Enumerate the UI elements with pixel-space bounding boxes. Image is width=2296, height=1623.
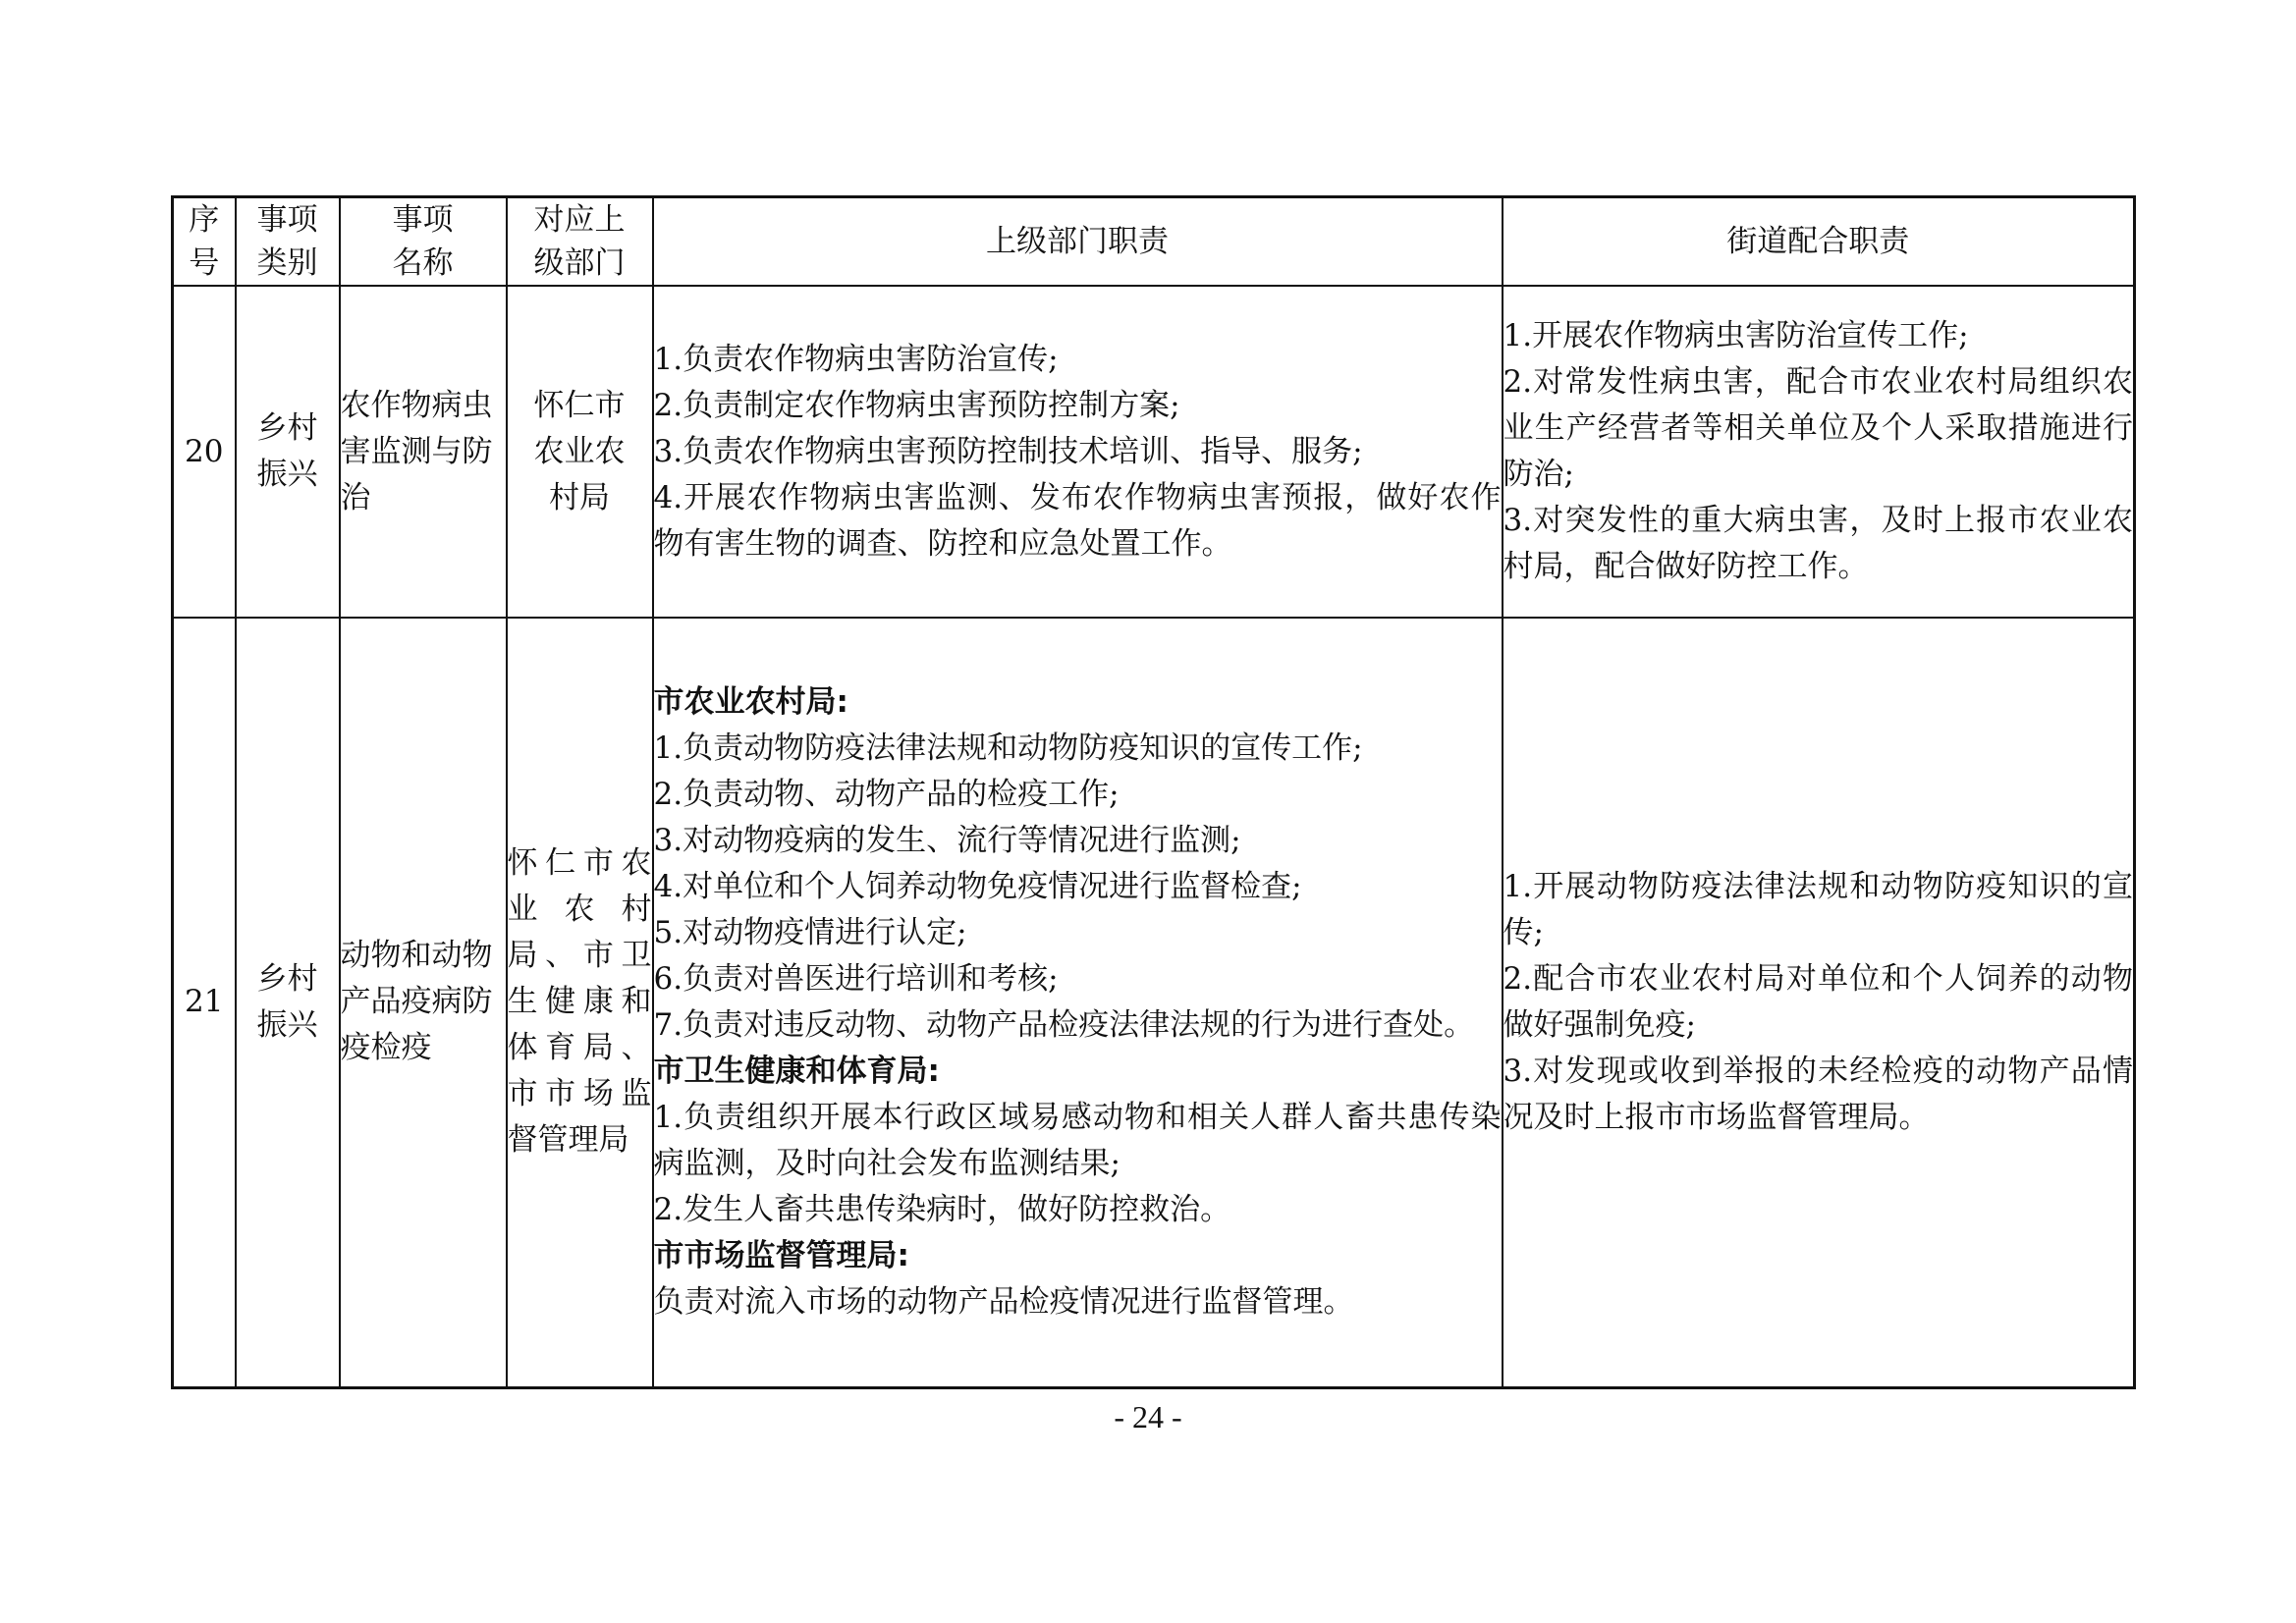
duty-item: 3.对突发性的重大病虫害，及时上报市农业农村局，配合做好防控工作。 [1503,503,2133,584]
duty-item: 2.对常发性病虫害，配合市农业农村局组织农业生产经营者等相关单位及个人采取措施进行防治; [1503,364,2133,492]
duty-item: 2.发生人畜共患传染病时，做好防控救治。 [653,1191,1231,1227]
duty-item: 3.对发现或收到举报的未经检疫的动物产品情况及时上报市市场监督管理局。 [1503,1053,2133,1135]
duty-item: 1.负责组织开展本行政区域易感动物和相关人群人畜共患传染病监测，及时向社会发布监测结果; [653,1099,1502,1181]
header-name: 事项名称 [340,197,507,287]
duty-item: 7.负责对违反动物、动物产品检疫法律法规的行为进行查处。 [653,1006,1475,1043]
page-number: - 24 - [1114,1399,1182,1434]
header-upper-duties: 上级部门职责 [653,197,1503,287]
row-street-duties [1503,286,2135,618]
duty-item: 5.对动物疫情进行认定; [653,914,967,950]
section-title: 市卫生健康和体育局: [653,1053,940,1089]
header-row [173,197,2135,287]
row-upper-duties [653,618,1503,1387]
duty-item: 2.负责动物、动物产品的检疫工作; [653,776,1120,812]
row-seq: 20 [173,286,236,618]
row-category: 乡村振兴 [236,286,340,618]
duty-item: 4.对单位和个人饲养动物免疫情况进行监督检查; [653,868,1302,904]
row-item-name: 动物和动物产品疫病防疫检疫 [340,618,507,1387]
row-seq: 21 [173,618,236,1387]
duty-item: 1.负责动物防疫法律法规和动物防疫知识的宣传工作; [653,730,1363,766]
responsibility-table [171,195,2136,1389]
row-street-duties [1503,618,2135,1387]
header-seq: 序号 [173,197,236,287]
duty-item: 负责对流入市场的动物产品检疫情况进行监督管理。 [653,1283,1354,1320]
duty-item: 2.负责制定农作物病虫害预防控制方案; [653,387,1180,423]
row-dept: 怀仁市农业农村局、市卫生健康和体育局、市市场监督管理局 [507,618,653,1387]
duty-item: 6.负责对兽医进行培训和考核; [653,960,1059,997]
duty-item: 1.开展动物防疫法律法规和动物防疫知识的宣传; [1503,868,2133,950]
section-title: 市市场监督管理局: [653,1237,909,1273]
row-upper-duties [653,286,1503,618]
table-row [173,286,2135,618]
duty-item: 1.开展农作物病虫害防治宣传工作; [1503,318,1969,353]
header-street-duties: 街道配合职责 [1503,197,2135,287]
row-dept: 怀仁市农业农村局 [507,286,653,618]
row-item-name: 农作物病虫害监测与防治 [340,286,507,618]
table-row [173,618,2135,1387]
duty-item: 3.对动物疫病的发生、流行等情况进行监测; [653,822,1241,858]
duty-item: 1.负责农作物病虫害防治宣传; [653,341,1059,377]
header-dept: 对应上级部门 [507,197,653,287]
row-category: 乡村振兴 [236,618,340,1387]
header-category: 事项类别 [236,197,340,287]
duty-item: 2.配合市农业农村局对单位和个人饲养的动物做好强制免疫; [1503,960,2133,1043]
duty-item: 3.负责农作物病虫害预防控制技术培训、指导、服务; [653,433,1363,469]
section-title: 市农业农村局: [653,683,848,720]
duty-item: 4.开展农作物病虫害监测、发布农作物病虫害预报，做好农作物有害生物的调查、防控和应急处置工作。 [653,479,1502,562]
